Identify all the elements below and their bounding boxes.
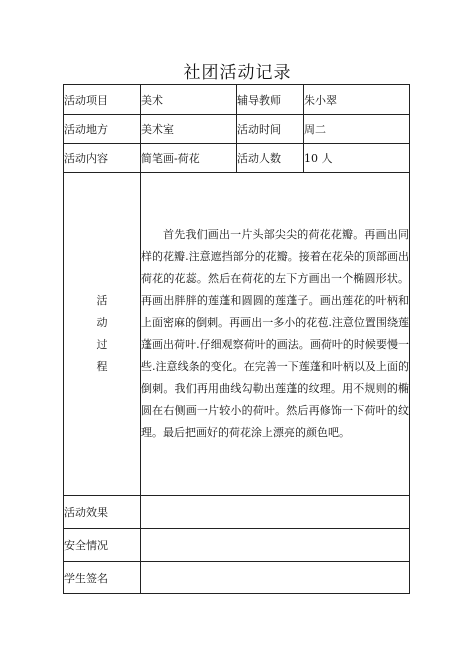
process-label-char: 活 bbox=[96, 294, 108, 307]
activity-content-label: 活动内容 bbox=[64, 144, 141, 173]
activity-record-table bbox=[63, 84, 410, 594]
page-title: 社团活动记录 bbox=[183, 63, 292, 83]
participant-count-label: 活动人数 bbox=[237, 144, 304, 173]
process-label-char: 程 bbox=[96, 360, 108, 373]
activity-process-text: 首先我们画出一片头部尖尖的荷花花瓣。再画出同样的花瓣.注意遮挡部分的花瓣。接着在花朵的顶部画出荷花的花蕊。然后在荷花的左下方画出一个椭圆形状。再画出胖胖的莲蓬和圆圆的莲蓬子。画出莲花的叶柄和上面密麻的倒刺。再画出一多小的花苞.注意位置围绕莲蓬画出荷叶.仔细观察荷叶的画法。画荷叶的时候要慢一些.注意线条的变化。在完善一下莲蓬和叶柄以及上面的倒刺。我们再用曲线勾勒出莲蓬的纹理。用不规则的椭圆在右侧画一片较小的荷叶。然后再修饰一下荷叶的纹理。最后把画好的荷花涂上漂亮的颜色吧。 bbox=[141, 173, 410, 496]
safety-row bbox=[64, 529, 410, 562]
instructor-label: 辅导教师 bbox=[237, 85, 304, 115]
signature-row bbox=[64, 562, 410, 594]
instructor-value: 朱小翠 bbox=[304, 85, 410, 115]
activity-effect-value bbox=[141, 496, 410, 529]
safety-status-value bbox=[141, 529, 410, 562]
content-row bbox=[64, 144, 410, 173]
activity-time-label: 活动时间 bbox=[237, 115, 304, 144]
effect-row bbox=[64, 496, 410, 529]
activity-location-label: 活动地方 bbox=[64, 115, 141, 144]
activity-location-value: 美术室 bbox=[141, 115, 237, 144]
activity-time-value: 周二 bbox=[304, 115, 410, 144]
activity-process-label bbox=[64, 173, 141, 496]
project-row bbox=[64, 85, 410, 115]
activity-project-value: 美术 bbox=[141, 85, 237, 115]
safety-status-label: 安全情况 bbox=[64, 529, 141, 562]
student-signature-value bbox=[141, 562, 410, 594]
process-label-char: 动 bbox=[96, 316, 108, 329]
location-row bbox=[64, 115, 410, 144]
activity-content-value: 简笔画-荷花 bbox=[141, 144, 237, 173]
participant-count-value: 10 人 bbox=[304, 144, 410, 173]
activity-effect-label: 活动效果 bbox=[64, 496, 141, 529]
activity-project-label: 活动项目 bbox=[64, 85, 141, 115]
process-label-char: 过 bbox=[96, 338, 108, 351]
student-signature-label: 学生签名 bbox=[64, 562, 141, 594]
process-row bbox=[64, 173, 410, 496]
